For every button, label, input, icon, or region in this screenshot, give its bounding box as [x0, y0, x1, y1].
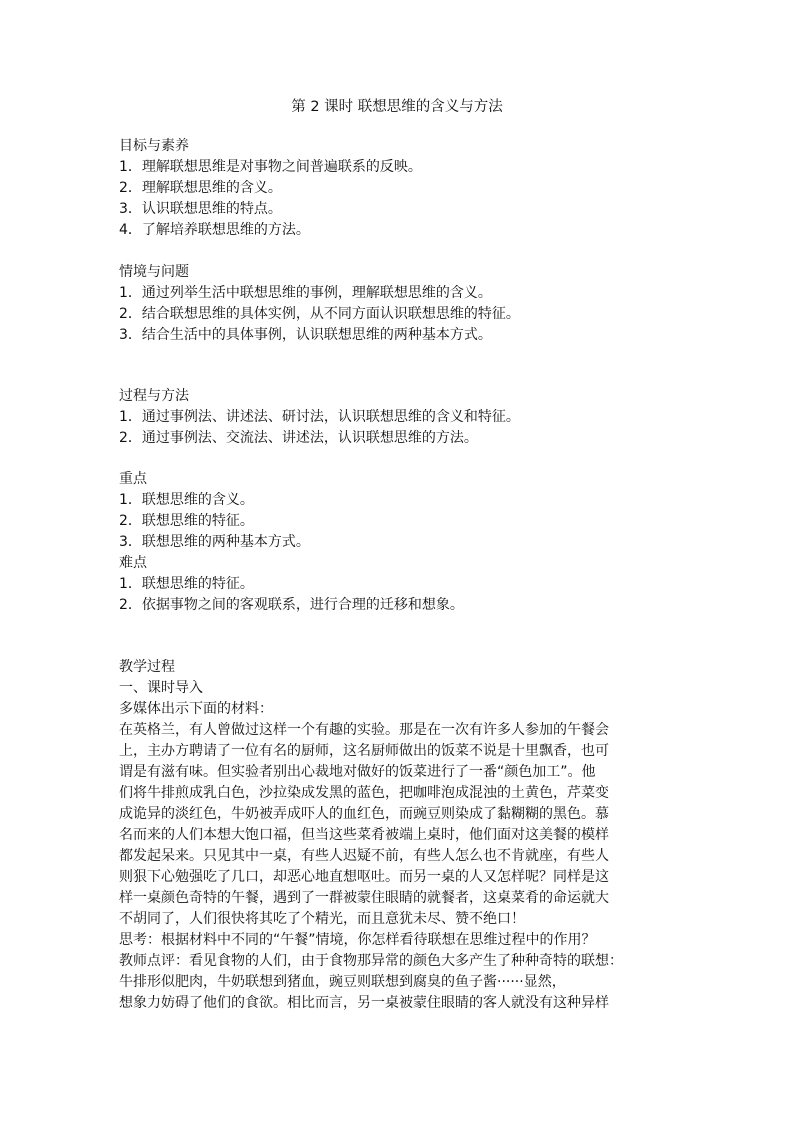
situation-item: 1．通过列举生活中联想思维的事例，理解联想思维的含义。	[119, 285, 492, 301]
key-item: 2．联想思维的特征。	[119, 513, 254, 529]
situation-item: 3．结合生活中的具体事例，认识联想思维的两种基本方式。	[119, 327, 492, 343]
situation-heading: 情境与问题	[119, 264, 189, 280]
material-line: 不胡同了，人们很快将其吃了个精光，而且意犹未尽、赞不绝口！	[119, 911, 525, 927]
page-title: 第 2 课时 联想思维的含义与方法	[291, 99, 503, 115]
teaching-section	[119, 657, 689, 1014]
teaching-intro: 多媒体出示下面的材料：	[119, 701, 273, 717]
goals-item: 4．了解培养联想思维的方法。	[119, 222, 310, 238]
comment-line: 想象力妨碍了他们的食欲。相比而言，另一桌被蒙住眼睛的客人就没有这种异样	[119, 995, 609, 1011]
situation-section	[119, 262, 689, 346]
discussion-question: 思考：根据材料中不同的“午餐”情境，你怎样看待联想在思维过程中的作用？	[119, 932, 596, 948]
process-heading: 过程与方法	[119, 388, 189, 404]
material-line: 都发起呆来。只见其中一桌，有些人迟疑不前，有些人怎么也不肯就座，有些人	[119, 848, 609, 864]
key-item: 3．联想思维的两种基本方式。	[119, 534, 310, 550]
goals-section	[119, 136, 689, 241]
material-line: 在英格兰，有人曾做过这样一个有趣的实验。那是在一次有许多人参加的午餐会	[119, 722, 609, 738]
material-line: 成诡异的淡红色，牛奶被弄成吓人的血红色，而豌豆则染成了黏糊糊的黑色。慕	[119, 806, 609, 822]
goals-heading: 目标与素养	[119, 138, 189, 154]
comment-line: 牛排形似肥肉，牛奶联想到猪血，豌豆则联想到腐臭的鱼子酱······显然，	[119, 974, 566, 990]
situation-item: 2．结合联想思维的具体实例，从不同方面认识联想思维的特征。	[119, 306, 520, 322]
process-section	[119, 386, 689, 449]
teaching-heading: 教学过程	[119, 659, 175, 675]
material-paragraph	[119, 720, 689, 930]
difficult-item: 2．依据事物之间的客观联系，进行合理的迁移和想象。	[119, 597, 464, 613]
teacher-comment	[119, 951, 689, 1014]
goals-item: 3．认识联想思维的特点。	[119, 201, 282, 217]
material-line: 样一桌颜色奇特的午餐，遇到了一群被蒙住眼睛的就餐者，这桌菜肴的命运就大	[119, 890, 609, 906]
goals-item: 2．理解联想思维的含义。	[119, 180, 282, 196]
material-line: 们将牛排煎成乳白色，沙拉染成发黑的蓝色，把咖啡泡成混浊的土黄色，芹菜变	[119, 785, 609, 801]
material-line: 名而来的人们本想大饱口福，但当这些菜肴被端上桌时，他们面对这美餐的模样	[119, 827, 609, 843]
comment-line: 教师点评：看见食物的人们，由于食物那异常的颜色大多产生了种种奇特的联想：	[119, 953, 623, 969]
key-heading: 重点	[119, 471, 147, 487]
material-line: 则狠下心勉强吃了几口，却恶心地直想呕吐。而另一桌的人又怎样呢？同样是这	[119, 869, 609, 885]
key-item: 1．联想思维的含义。	[119, 492, 254, 508]
goals-item: 1．理解联想思维是对事物之间普遍联系的反映。	[119, 159, 422, 175]
process-item: 1．通过事例法、讲述法、研讨法，认识联想思维的含义和特征。	[119, 409, 520, 425]
teaching-subheading: 一、课时导入	[119, 680, 203, 696]
material-line: 谓是有滋有味。但实验者别出心裁地对做好的饭菜进行了一番“颜色加工”。他	[119, 764, 596, 780]
material-line: 上，主办方聘请了一位有名的厨师，这名厨师做出的饭菜不说是十里飘香，也可	[119, 743, 609, 759]
difficult-heading: 难点	[119, 555, 147, 571]
process-item: 2．通过事例法、交流法、讲述法，认识联想思维的方法。	[119, 430, 478, 446]
key-section	[119, 469, 689, 616]
difficult-item: 1．联想思维的特征。	[119, 576, 254, 592]
